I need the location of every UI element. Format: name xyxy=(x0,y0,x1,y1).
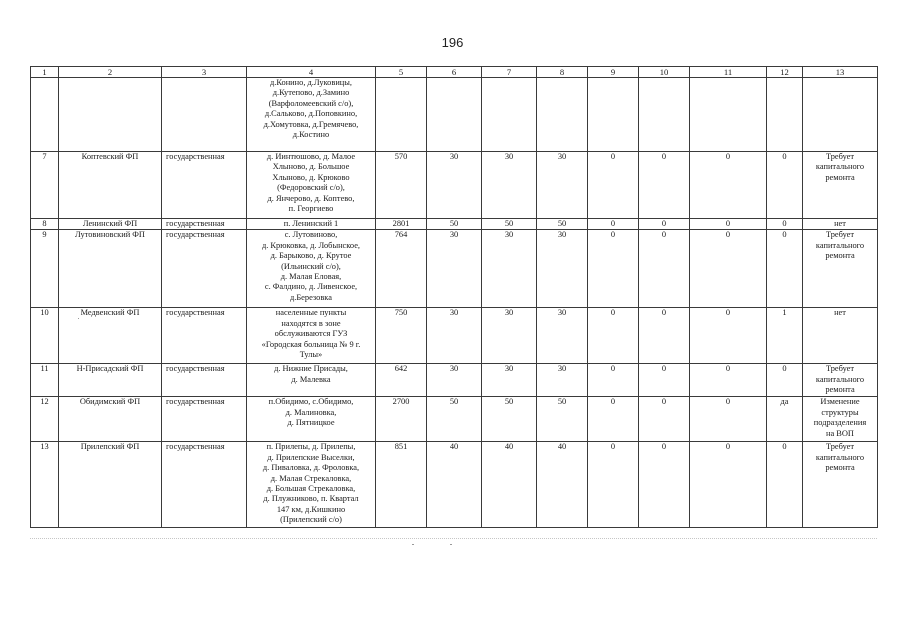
table-cell: 0 xyxy=(690,219,767,230)
table-cell: нет xyxy=(803,308,878,364)
table-cell: 570 xyxy=(376,152,427,219)
table-cell xyxy=(639,78,690,152)
table-cell: 30 xyxy=(427,152,482,219)
table-cell: 8 xyxy=(31,219,59,230)
table-cell: государственная xyxy=(162,219,247,230)
table-cell xyxy=(588,78,639,152)
table-row xyxy=(31,152,878,219)
table-cell: 2801 xyxy=(376,219,427,230)
table-cell: п. Прилепы, д. Прилепы, д. Прилепские Выселки, д. Пиваловка, д. Фроловка, д. Малая Стрекаловка, д. Большая Стрекаловка, д. Плужниково, п. Квартал 147 км, д.Кишкино (Прилепский с/о) xyxy=(247,442,376,528)
table-cell: 0 xyxy=(588,152,639,219)
table-cell: 30 xyxy=(482,152,537,219)
table-cell: 764 xyxy=(376,230,427,308)
table-cell: 10 xyxy=(31,308,59,364)
table-cell: государственная xyxy=(162,397,247,442)
table-cell: 2700 xyxy=(376,397,427,442)
table-row xyxy=(31,230,878,308)
table-cell: 40 xyxy=(537,442,588,528)
table-cell: Требует капитального ремонта xyxy=(803,442,878,528)
table-cell: 11 xyxy=(31,364,59,397)
table-cell: да xyxy=(767,397,803,442)
table-cell: Требует капитального ремонта xyxy=(803,230,878,308)
table-cell: 0 xyxy=(767,442,803,528)
table-cell: 0 xyxy=(588,219,639,230)
table-cell: 12 xyxy=(31,397,59,442)
table-cell xyxy=(376,78,427,152)
table-cell: 30 xyxy=(537,230,588,308)
page-number: 196 xyxy=(441,35,464,50)
bottom-scan-line xyxy=(30,538,877,540)
table-cell: 0 xyxy=(639,397,690,442)
table-cell: Прилепский ФП xyxy=(59,442,162,528)
table-cell: Требует капитального ремонта xyxy=(803,152,878,219)
table-cell: 30 xyxy=(482,308,537,364)
scan-speck xyxy=(450,544,452,545)
table-cell: 851 xyxy=(376,442,427,528)
table-cell: государственная xyxy=(162,364,247,397)
table-cell: нет xyxy=(803,219,878,230)
table-cell: 0 xyxy=(767,364,803,397)
table-row xyxy=(31,78,878,152)
table-cell: 9 xyxy=(31,230,59,308)
table-cell: 0 xyxy=(639,152,690,219)
table-cell: 50 xyxy=(482,397,537,442)
table-cell: 30 xyxy=(427,230,482,308)
table-cell: 0 xyxy=(588,364,639,397)
facility-table xyxy=(30,66,878,528)
column-header: 8 xyxy=(537,67,588,78)
column-header: 13 xyxy=(803,67,878,78)
table-cell: д. Иинтюшово, д. Малое Хлыново, д. Большое Хлыново, д. Крюково (Федоровский с/о), д. Янчерово, д. Коптево, п. Георгиево xyxy=(247,152,376,219)
column-header: 1 xyxy=(31,67,59,78)
table-cell: 30 xyxy=(537,152,588,219)
column-header: 7 xyxy=(482,67,537,78)
table-cell: 50 xyxy=(482,219,537,230)
table-cell: Медвенский ФП xyxy=(59,308,162,364)
table-cell: государственная xyxy=(162,152,247,219)
table-cell: с. Лутовиново, д. Крюковка, д. Лобынское, д. Барыково, д. Крутое (Ильинский с/о), д. Малая Еловая, с. Фалдино, д. Ливенское, д.Березовка xyxy=(247,230,376,308)
table-cell: 0 xyxy=(639,219,690,230)
table-row xyxy=(31,219,878,230)
table-row xyxy=(31,364,878,397)
table-cell: государственная xyxy=(162,230,247,308)
table-cell xyxy=(767,78,803,152)
table-cell: 0 xyxy=(690,442,767,528)
column-header: 11 xyxy=(690,67,767,78)
table-cell: Обидимский ФП xyxy=(59,397,162,442)
table-cell: 50 xyxy=(537,397,588,442)
table-cell: Ленинский ФП xyxy=(59,219,162,230)
table-cell: Коптевский ФП xyxy=(59,152,162,219)
table-cell: 0 xyxy=(767,219,803,230)
table-cell: государственная xyxy=(162,442,247,528)
column-header: 12 xyxy=(767,67,803,78)
column-header: 4 xyxy=(247,67,376,78)
table-cell: п. Ленинский 1 xyxy=(247,219,376,230)
table-cell xyxy=(31,78,59,152)
table-cell: 13 xyxy=(31,442,59,528)
table-cell xyxy=(482,78,537,152)
table-cell: 30 xyxy=(482,230,537,308)
table-cell: населенные пункты находятся в зоне обслуживаются ГУЗ «Городская больница № 9 г. Тулы» xyxy=(247,308,376,364)
table-cell: 0 xyxy=(588,442,639,528)
table-row xyxy=(31,308,878,364)
column-header: 3 xyxy=(162,67,247,78)
table-cell: 642 xyxy=(376,364,427,397)
table-cell xyxy=(427,78,482,152)
table-cell: 40 xyxy=(482,442,537,528)
column-header: 10 xyxy=(639,67,690,78)
table-cell: Н-Присадский ФП xyxy=(59,364,162,397)
table-cell: д. Нижние Присады, д. Малевка xyxy=(247,364,376,397)
table-row xyxy=(31,442,878,528)
table-cell: 0 xyxy=(690,230,767,308)
table-cell: 0 xyxy=(588,230,639,308)
table-cell: 30 xyxy=(427,364,482,397)
table-cell: 30 xyxy=(537,308,588,364)
table-cell: 0 xyxy=(588,397,639,442)
table-cell: 0 xyxy=(690,308,767,364)
table-cell: д.Конино, д.Луковицы, д.Кутепово, д.Замино (Варфоломеевский с/о), д.Сальково, д.Поповкино, д.Хомутовка, д.Гремячево, д.Костино xyxy=(247,78,376,152)
column-header: 9 xyxy=(588,67,639,78)
column-header: 2 xyxy=(59,67,162,78)
table-cell: 7 xyxy=(31,152,59,219)
table-cell: 0 xyxy=(639,308,690,364)
table-cell: 0 xyxy=(690,397,767,442)
header-row xyxy=(31,67,878,78)
table-cell: п.Обидимо, с.Обидимо, д. Малиновка, д. Пятницкое xyxy=(247,397,376,442)
table-cell: 30 xyxy=(537,364,588,397)
table-cell: 0 xyxy=(767,152,803,219)
table-cell: 750 xyxy=(376,308,427,364)
table-cell xyxy=(537,78,588,152)
table-cell xyxy=(690,78,767,152)
table-cell: 0 xyxy=(690,364,767,397)
table-cell: 0 xyxy=(767,230,803,308)
table-cell xyxy=(59,78,162,152)
table-cell: 0 xyxy=(639,442,690,528)
table-cell xyxy=(162,78,247,152)
column-header: 5 xyxy=(376,67,427,78)
table-cell: Требует капитального ремонта xyxy=(803,364,878,397)
column-header: 6 xyxy=(427,67,482,78)
table-cell: государственная xyxy=(162,308,247,364)
table-cell: 50 xyxy=(537,219,588,230)
table-cell: 40 xyxy=(427,442,482,528)
table-row xyxy=(31,397,878,442)
table-cell: Изменение структуры подразделения на ВОП xyxy=(803,397,878,442)
scan-speck xyxy=(78,318,79,319)
table-cell: 0 xyxy=(690,152,767,219)
table-cell: 30 xyxy=(427,308,482,364)
table-cell: 0 xyxy=(639,230,690,308)
table-cell: 0 xyxy=(588,308,639,364)
table-cell xyxy=(803,78,878,152)
table-cell: 0 xyxy=(639,364,690,397)
table-cell: 50 xyxy=(427,219,482,230)
table-cell: 1 xyxy=(767,308,803,364)
scan-speck xyxy=(412,544,414,545)
table-cell: Лутовиновский ФП xyxy=(59,230,162,308)
table-cell: 50 xyxy=(427,397,482,442)
table-cell: 30 xyxy=(482,364,537,397)
